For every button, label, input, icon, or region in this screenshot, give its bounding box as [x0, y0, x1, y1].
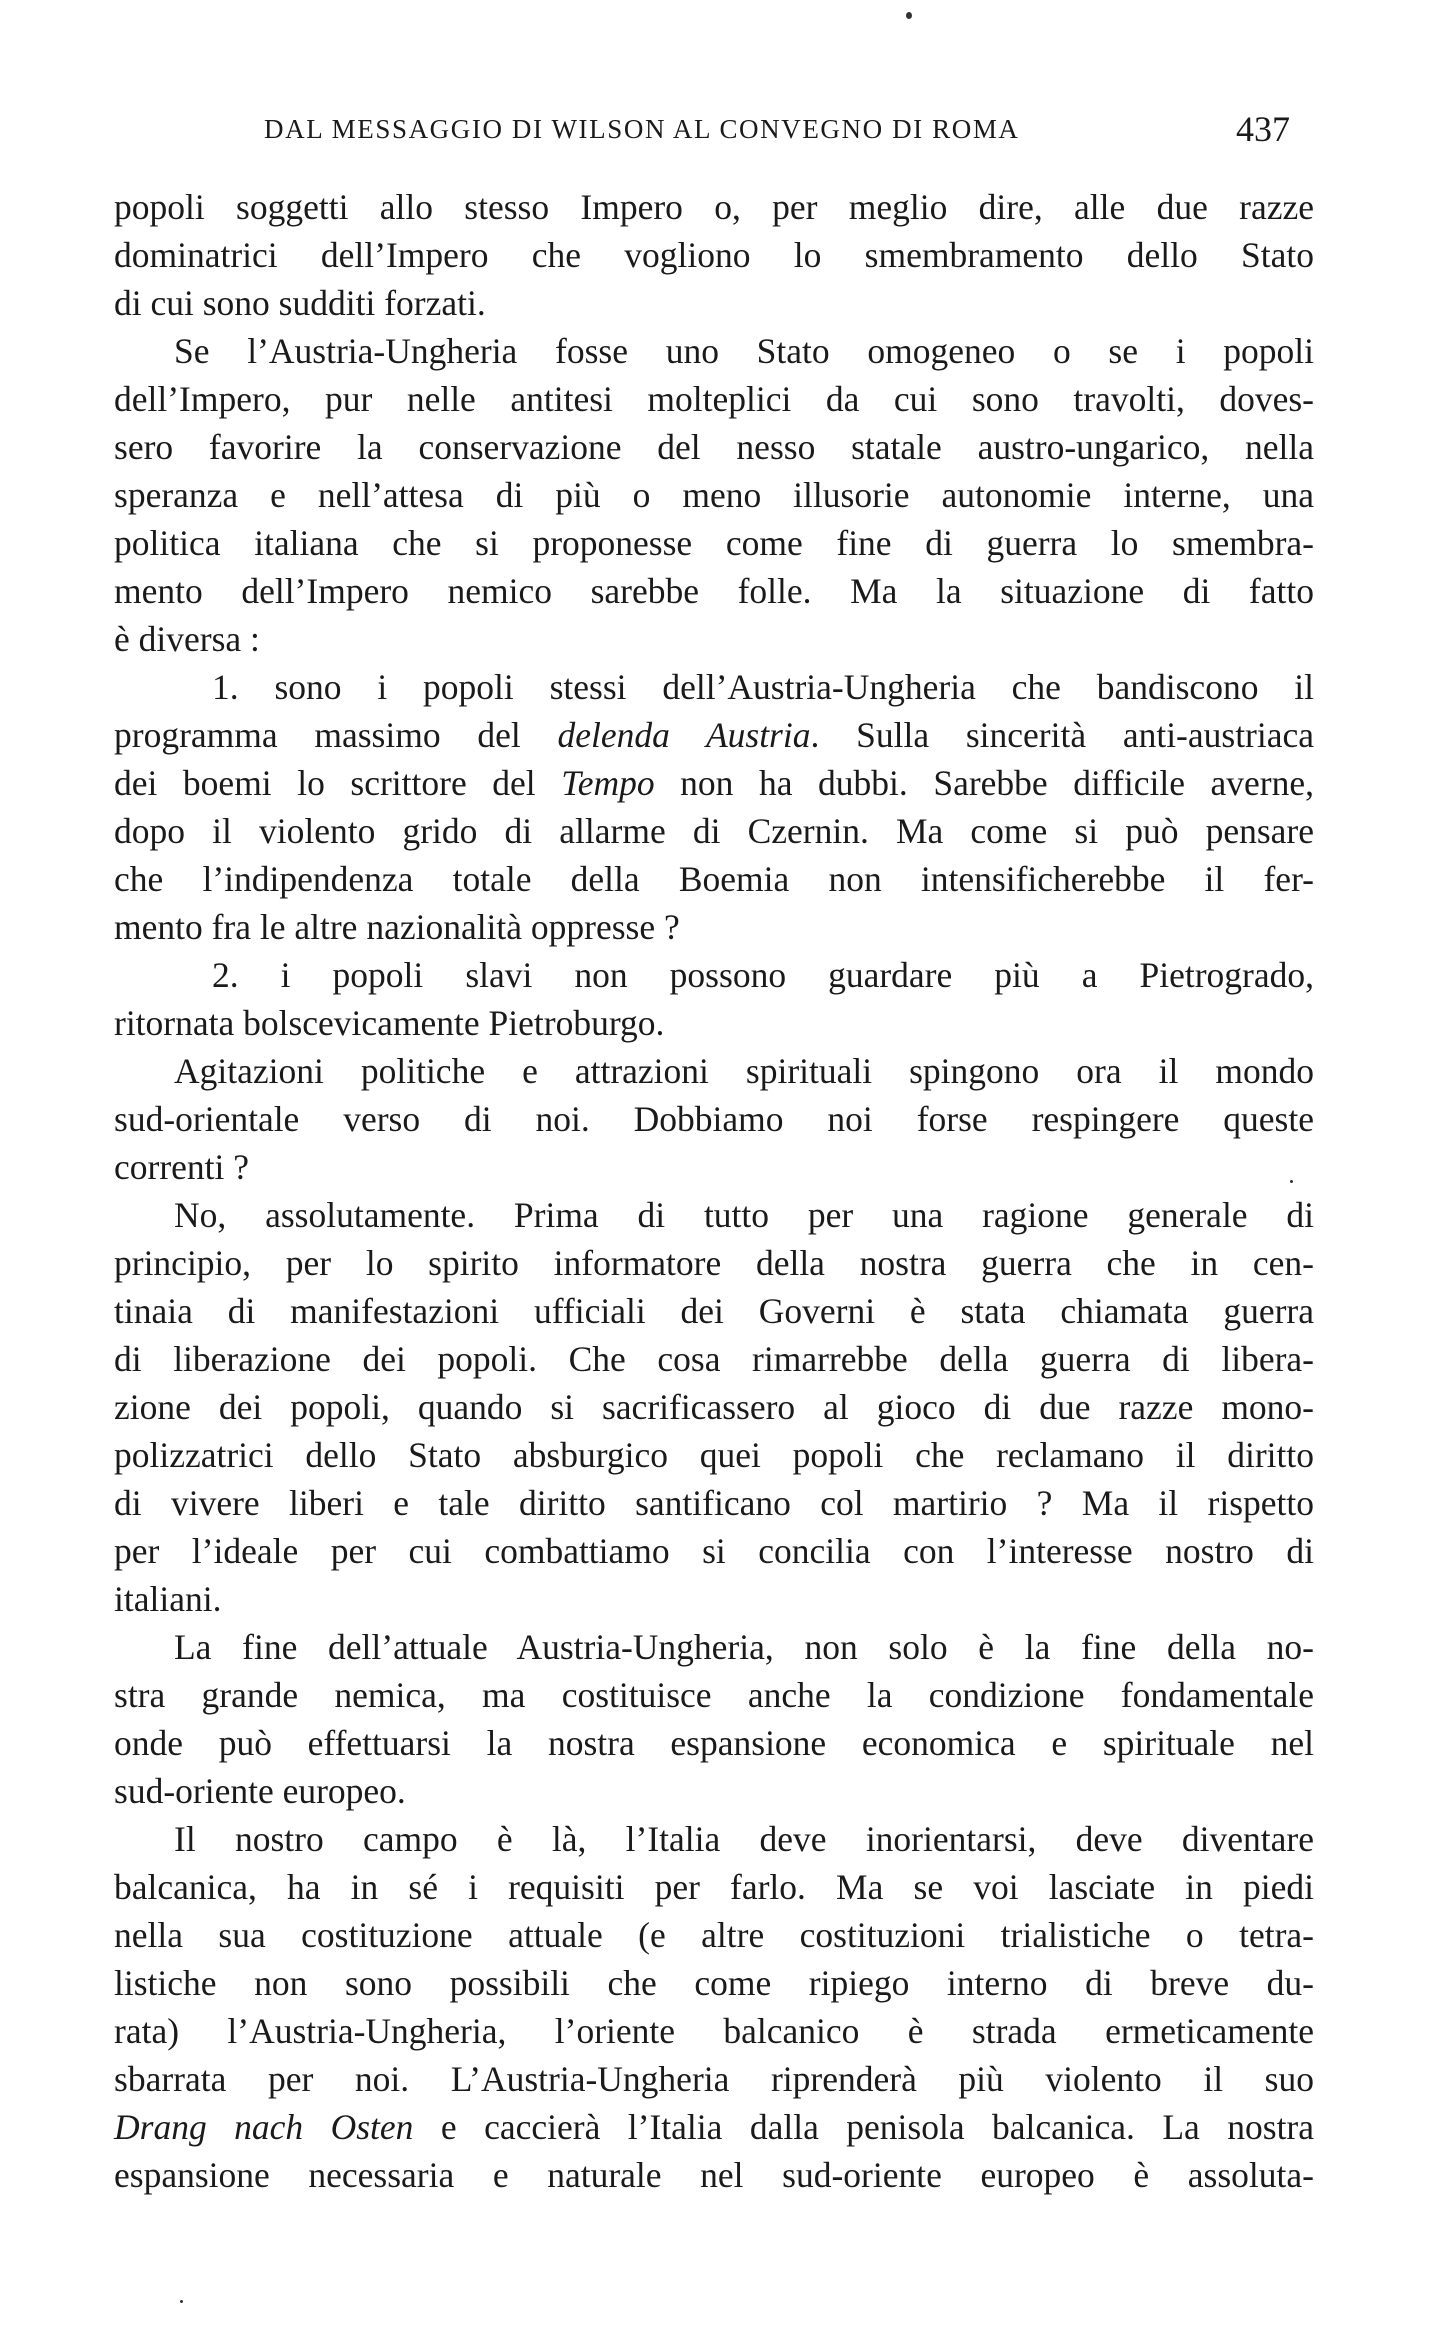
text-fragment: dei boemi lo scrittore del	[114, 763, 536, 803]
scan-speck	[1290, 1180, 1293, 1183]
text-line: 1. sono i popoli stessi dell’Austria-Ungheria che bandiscono il	[212, 667, 1314, 707]
paragraph-1	[114, 183, 1314, 327]
text-line: è diversa :	[114, 619, 260, 659]
paragraph-5	[114, 1623, 1314, 1815]
text-line: Il nostro campo è là, l’Italia deve inorientarsi, deve diventare	[174, 1819, 1314, 1859]
text-line: tinaia di manifestazioni ufficiali dei Governi è stata chiamata guerra	[114, 1291, 1314, 1331]
paragraph-6	[114, 1815, 1314, 2199]
text-line: dominatrici dell’Impero che vogliono lo smembramento dello Stato	[114, 235, 1314, 275]
text-line: italiani.	[114, 1579, 222, 1619]
text-line: correnti ?	[114, 1147, 250, 1187]
italic-phrase: delenda Austria	[557, 715, 811, 755]
text-line: polizzatrici dello Stato absburgico quei popoli che reclamano il diritto	[114, 1435, 1314, 1475]
text-line-with-italic	[114, 759, 1314, 807]
text-fragment: programma massimo del	[114, 715, 521, 755]
paragraph-3	[114, 1047, 1314, 1191]
running-head	[114, 108, 1294, 158]
paragraph-2	[114, 327, 1314, 663]
text-line: popoli soggetti allo stesso Impero o, per meglio dire, alle due razze	[114, 187, 1314, 227]
running-title: DAL MESSAGGIO DI WILSON AL CONVEGNO DI ROMA	[264, 114, 1020, 144]
body-text	[114, 183, 1314, 2199]
text-fragment: e caccierà l’Italia dalla penisola balcanica. La nostra	[440, 2107, 1315, 2147]
text-line: balcanica, ha in sé i requisiti per farlo. Ma se voi lasciate in piedi	[114, 1867, 1314, 1907]
text-line: mento fra le altre nazionalità oppresse ?	[114, 907, 680, 947]
text-line: sero favorire la conservazione del nesso statale austro-ungarico, nella	[114, 427, 1314, 467]
text-line: principio, per lo spirito informatore della nostra guerra che in cen-	[114, 1243, 1314, 1283]
text-line: ritornata bolscevicamente Pietroburgo.	[114, 1003, 665, 1043]
text-line: 2. i popoli slavi non possono guardare più a Pietrogrado,	[212, 955, 1314, 995]
text-line: Se l’Austria-Ungheria fosse uno Stato omogeneo o se i popoli	[174, 331, 1314, 371]
text-line: zione dei popoli, quando si sacrificassero al gioco di due razze mono-	[114, 1387, 1314, 1427]
text-line-with-italic	[114, 2103, 1314, 2151]
text-line: La fine dell’attuale Austria-Ungheria, non solo è la fine della no-	[174, 1627, 1314, 1667]
text-line: stra grande nemica, ma costituisce anche la condizione fondamentale	[114, 1675, 1314, 1715]
text-line: onde può effettuarsi la nostra espansione economica e spirituale nel	[114, 1723, 1314, 1763]
text-line: politica italiana che si proponesse come fine di guerra lo smembra-	[114, 523, 1314, 563]
numbered-item-2	[114, 951, 1314, 1047]
text-line: rata) l’Austria-Ungheria, l’oriente balcanico è strada ermeticamente	[114, 2011, 1314, 2051]
text-line: di liberazione dei popoli. Che cosa rimarrebbe della guerra di libera-	[114, 1339, 1314, 1379]
text-line: di cui sono sudditi forzati.	[114, 283, 486, 323]
text-line: sud-orientale verso di noi. Dobbiamo noi forse respingere queste	[114, 1099, 1314, 1139]
text-fragment: non ha dubbi. Sarebbe difficile averne,	[680, 763, 1314, 803]
text-line: mento dell’Impero nemico sarebbe folle. Ma la situazione di fatto	[114, 571, 1314, 611]
text-line: listiche non sono possibili che come ripiego interno di breve du-	[114, 1963, 1314, 2003]
text-line-with-italic	[114, 711, 1314, 759]
text-line: Agitazioni politiche e attrazioni spirituali spingono ora il mondo	[174, 1051, 1314, 1091]
text-line: di vivere liberi e tale diritto santificano col martirio ? Ma il rispetto	[114, 1483, 1314, 1523]
text-line: che l’indipendenza totale della Boemia non intensificherebbe il fer-	[114, 859, 1314, 899]
page-number: 437	[1236, 109, 1290, 149]
italic-phrase: Drang nach Osten	[114, 2107, 414, 2147]
italic-phrase: Tempo	[561, 763, 655, 803]
paragraph-4	[114, 1191, 1314, 1623]
numbered-item-1	[114, 663, 1314, 951]
text-line: dell’Impero, pur nelle antitesi molteplici da cui sono travolti, doves-	[114, 379, 1314, 419]
text-line: sbarrata per noi. L’Austria-Ungheria riprenderà più violento il suo	[114, 2059, 1314, 2099]
text-line: espansione necessaria e naturale nel sud-oriente europeo è assoluta-	[114, 2155, 1314, 2195]
text-fragment: . Sulla sincerità anti-austriaca	[810, 715, 1315, 755]
text-line: per l’ideale per cui combattiamo si concilia con l’interesse nostro di	[114, 1531, 1314, 1571]
text-line: dopo il violento grido di allarme di Czernin. Ma come si può pensare	[114, 811, 1314, 851]
text-line: No, assolutamente. Prima di tutto per una ragione generale di	[174, 1195, 1314, 1235]
text-line: speranza e nell’attesa di più o meno illusorie autonomie interne, una	[114, 475, 1314, 515]
scan-speck	[180, 2300, 183, 2303]
text-line: nella sua costituzione attuale (e altre costituzioni trialistiche o tetra-	[114, 1915, 1314, 1955]
scan-speck	[906, 12, 912, 19]
text-line: sud-oriente europeo.	[114, 1771, 406, 1811]
